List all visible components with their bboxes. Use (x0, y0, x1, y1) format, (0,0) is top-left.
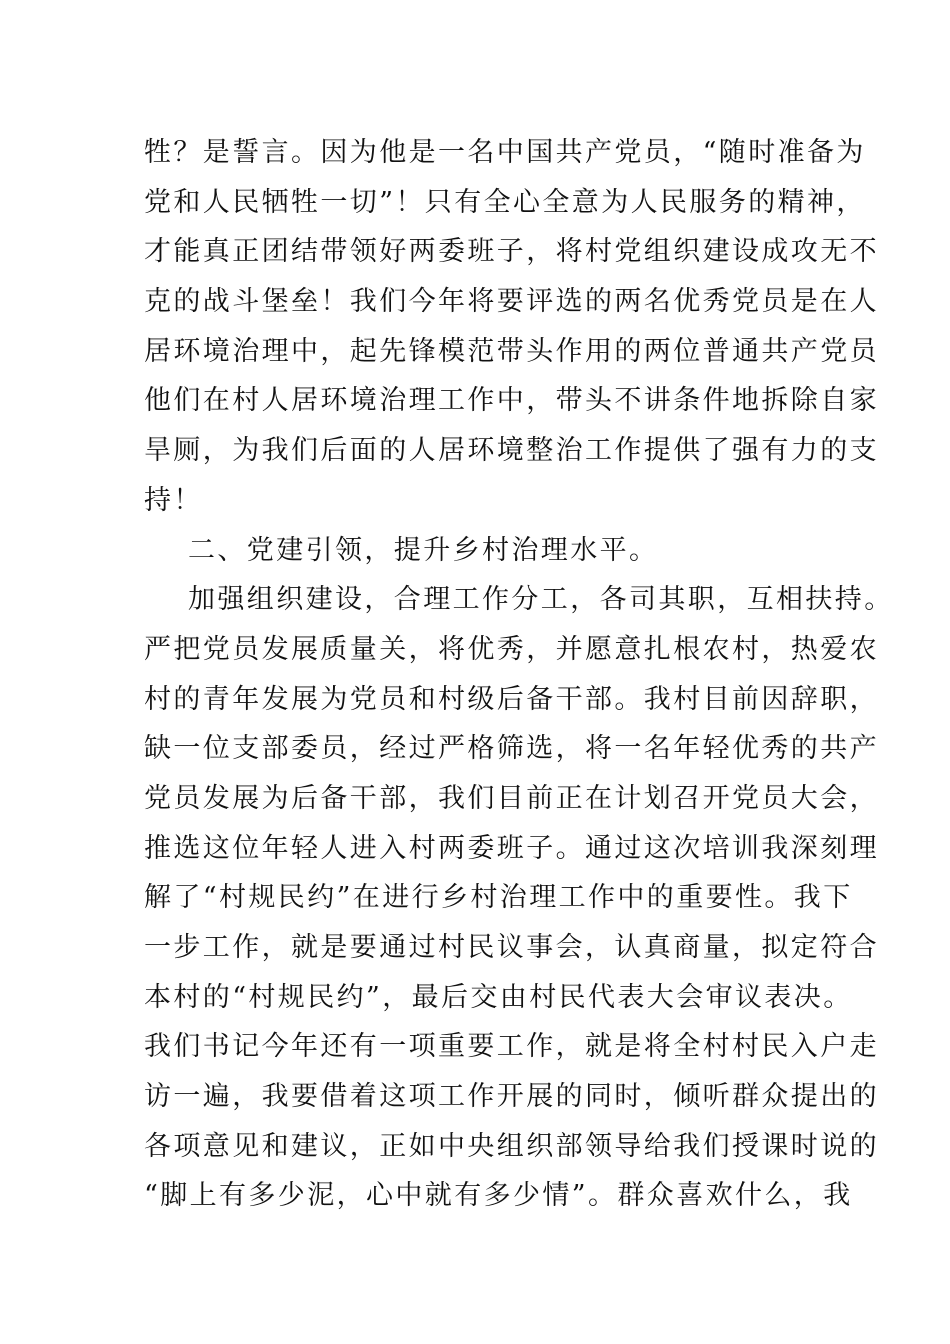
text-line: 才能真正团结带领好两委班子，将村党组织建设成攻无不 (144, 236, 879, 268)
body-text (144, 128, 894, 1221)
text-line: 访一遍，我要借着这项工作开展的同时，倾听群众提出的 (144, 1081, 879, 1113)
text-line: 旱厕，为我们后面的人居环境整治工作提供了强有力的支 (144, 435, 879, 467)
text-line: 持！ (144, 484, 203, 516)
text-line: 一步工作，就是要通过村民议事会，认真商量，拟定符合 (144, 932, 879, 963)
text-line: 他们在村人居环境治理工作中，带头不讲条件地拆除自家 (144, 385, 879, 417)
paragraph-first-line: 加强组织建设，合理工作分工，各司其职，互相扶持。 (188, 584, 894, 616)
text-line: 居环境治理中，起先锋模范带头作用的两位普通共产党员 (144, 335, 879, 367)
text-line: 我们书记今年还有一项重要工作，就是将全村村民入户走 (144, 1031, 879, 1063)
text-line: 解了“村规民约”在进行乡村治理工作中的重要性。我下 (144, 882, 853, 914)
text-line: 本村的“村规民约”，最后交由村民代表大会审议表决。 (144, 981, 853, 1013)
text-line: 牲？是誓言。因为他是一名中国共产党员，“随时准备为 (144, 137, 866, 168)
text-line: 党员发展为后备干部，我们目前正在计划召开党员大会， (144, 782, 879, 814)
text-line: 各项意见和建议，正如中央组织部领导给我们授课时说的 (144, 1130, 879, 1162)
text-line: 党和人民牺牲一切”！只有全心全意为人民服务的精神， (144, 186, 866, 218)
section-heading: 二、党建引领，提升乡村治理水平。 (188, 534, 659, 566)
text-line: 缺一位支部委员，经过严格筛选，将一名年轻优秀的共产 (144, 733, 879, 765)
text-line: “脚上有多少泥，心中就有多少情”。群众喜欢什么，我 (144, 1180, 853, 1212)
text-line: 严把党员发展质量关，将优秀，并愿意扎根农村，热爱农 (144, 633, 879, 665)
text-line: 克的战斗堡垒！我们今年将要评选的两名优秀党员是在人 (144, 286, 879, 318)
text-line: 村的青年发展为党员和村级后备干部。我村目前因辞职， (144, 683, 879, 715)
text-line: 推选这位年轻人进入村两委班子。通过这次培训我深刻理 (144, 832, 879, 864)
